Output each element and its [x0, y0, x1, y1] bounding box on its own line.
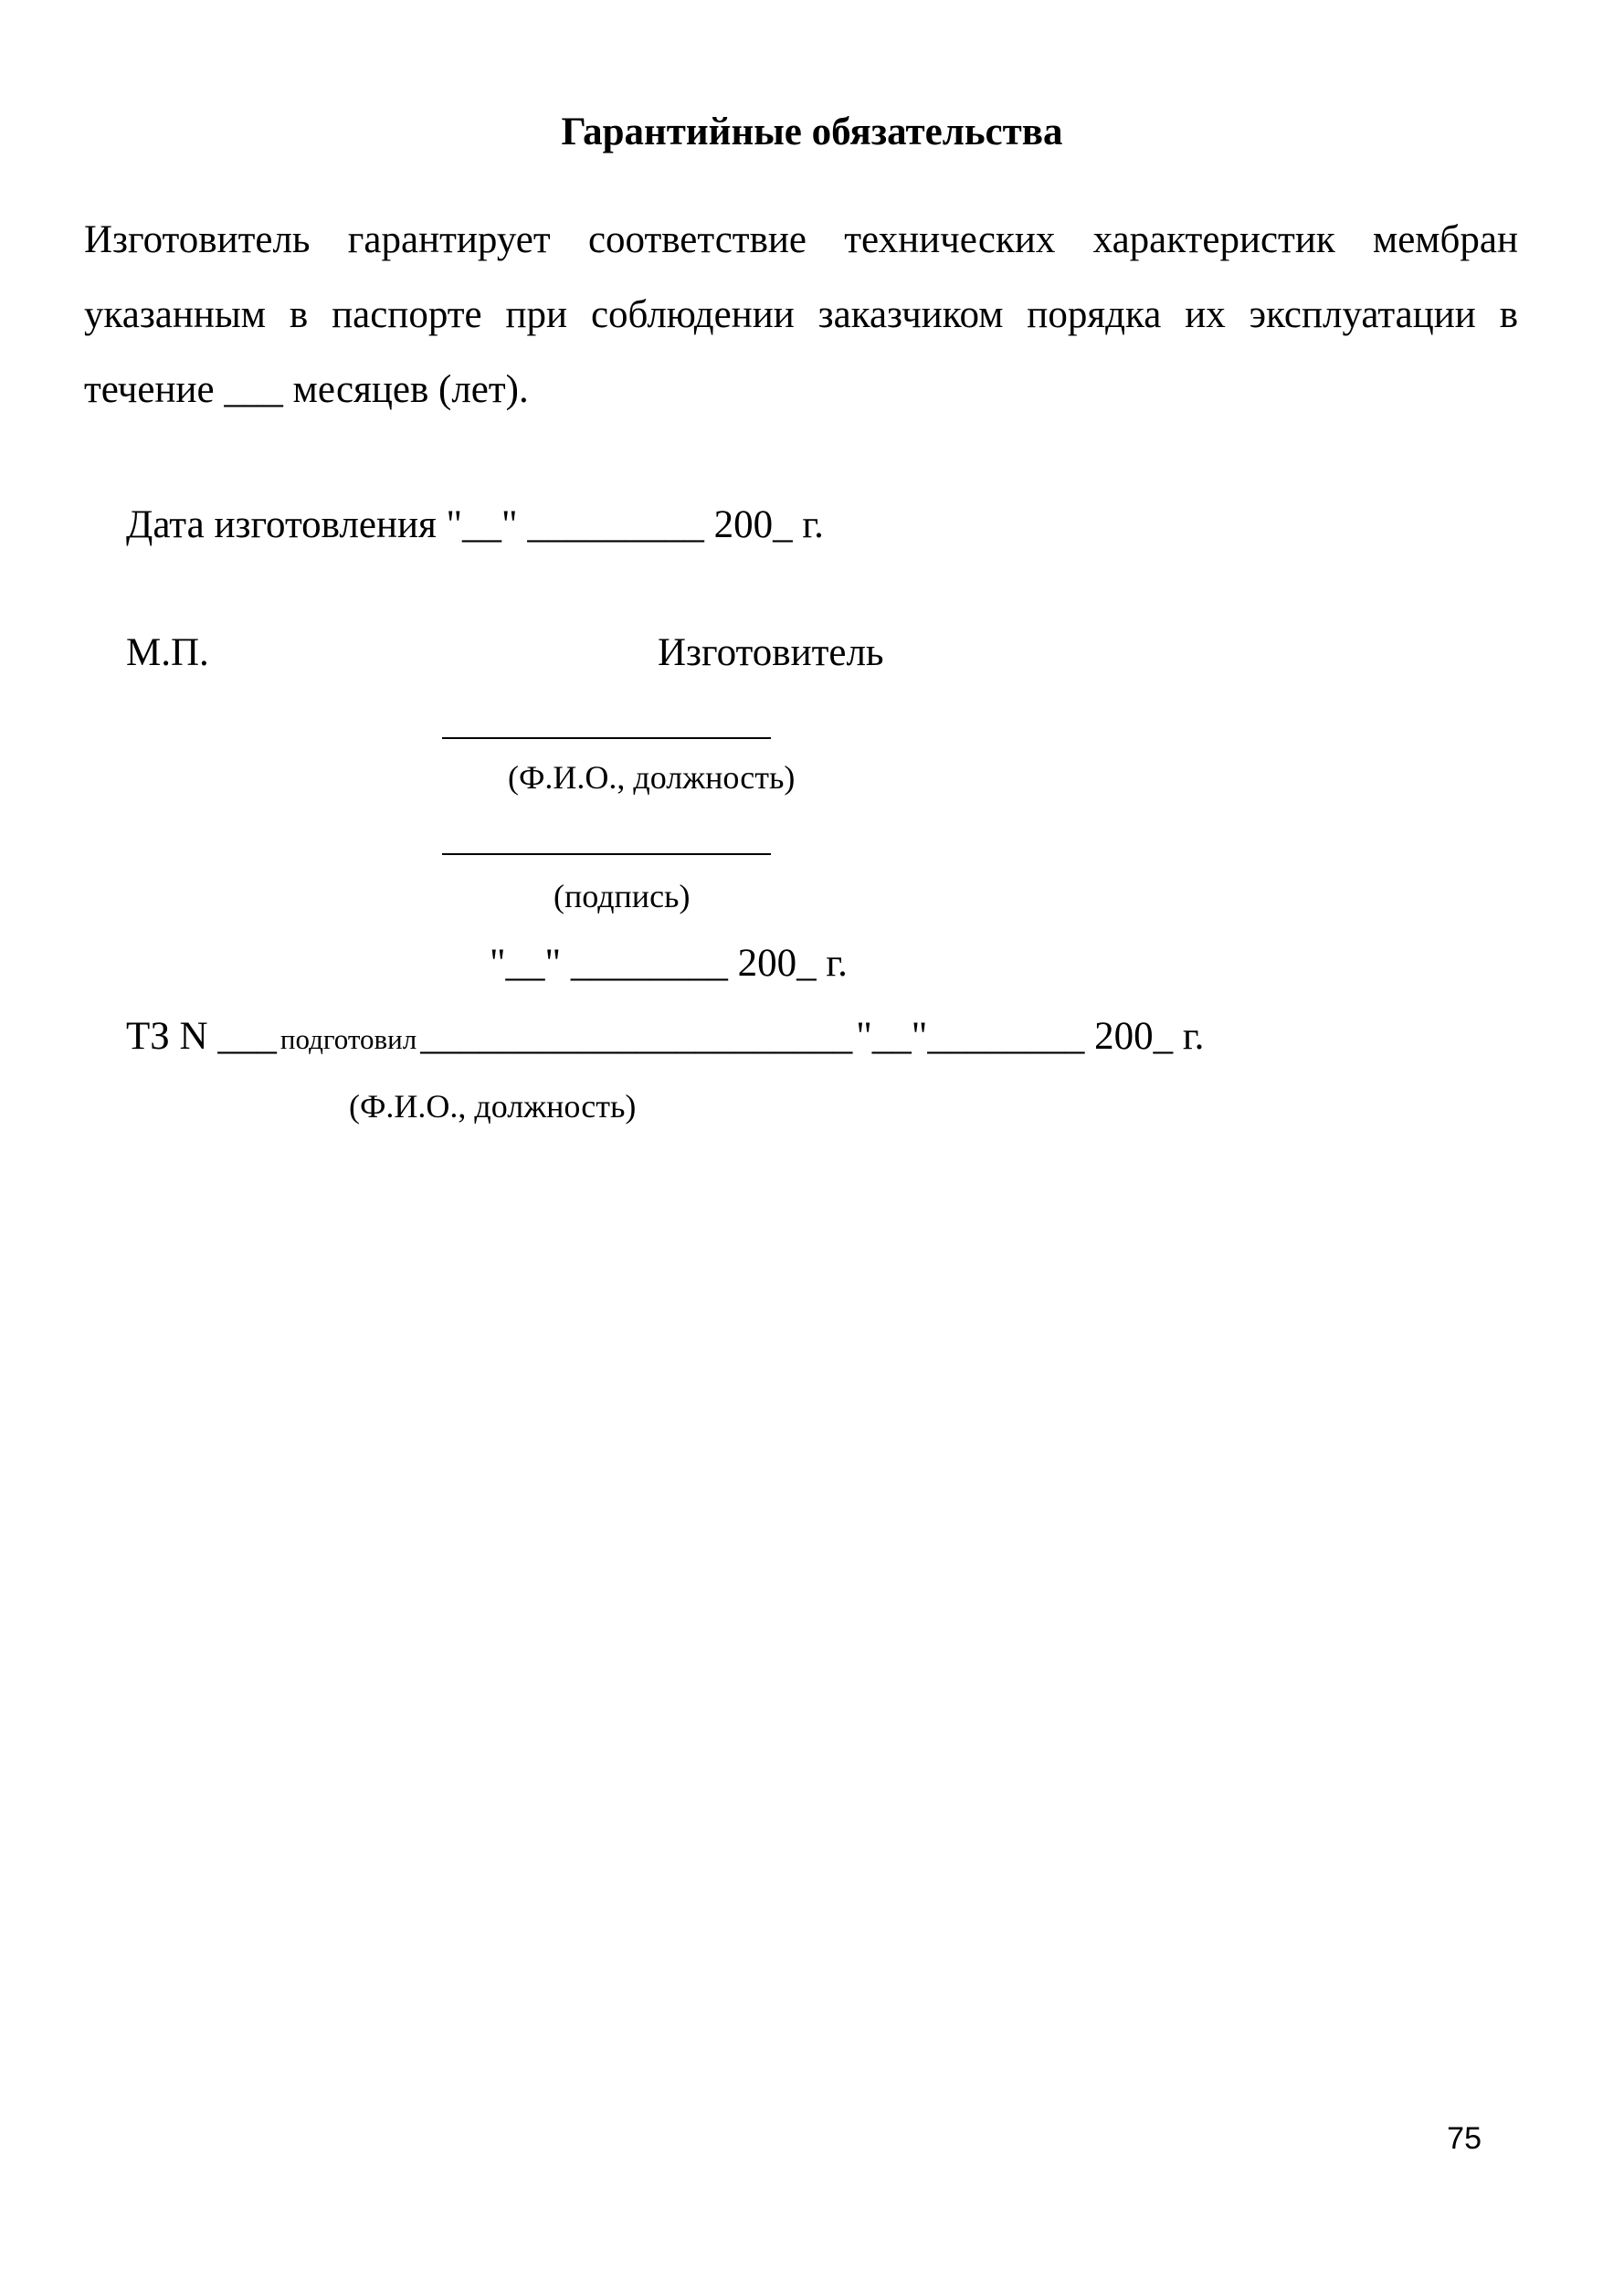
manufacture-date: Дата изготовления "__" _________ 200_ г. [126, 503, 824, 546]
tz-prepared-label: подготовил [279, 1023, 417, 1055]
tz-row [126, 1014, 1204, 1059]
signature-line [442, 853, 771, 855]
paragraph-line-2: указанным в паспорте при соблюдении заказчиком порядка их эксплуатации в [84, 293, 1518, 336]
signature-caption: (подпись) [554, 878, 691, 914]
name-position-caption: (Ф.И.О., должность) [508, 759, 796, 796]
manufacturer-label: Изготовитель [658, 631, 884, 674]
signature-date: "__" ________ 200_ г. [490, 942, 848, 985]
paragraph-line-3: течение ___ месяцев (лет). [84, 368, 529, 411]
document-title: Гарантийные обязательства [561, 111, 1063, 153]
paragraph-line-1: Изготовитель гарантирует соответствие технических характеристик мембран [84, 218, 1518, 261]
tz-prefix: ТЗ N ___ [126, 1015, 277, 1058]
tz-date: "__"________ 200_ г. [856, 1015, 1205, 1058]
name-position-line [442, 737, 771, 739]
tz-caption: (Ф.И.О., должность) [349, 1088, 637, 1125]
warranty-paragraph [84, 203, 1518, 428]
tz-blank: ______________________ [420, 1015, 853, 1058]
page-number: 75 [1447, 2121, 1482, 2156]
stamp-label: М.П. [126, 631, 209, 674]
